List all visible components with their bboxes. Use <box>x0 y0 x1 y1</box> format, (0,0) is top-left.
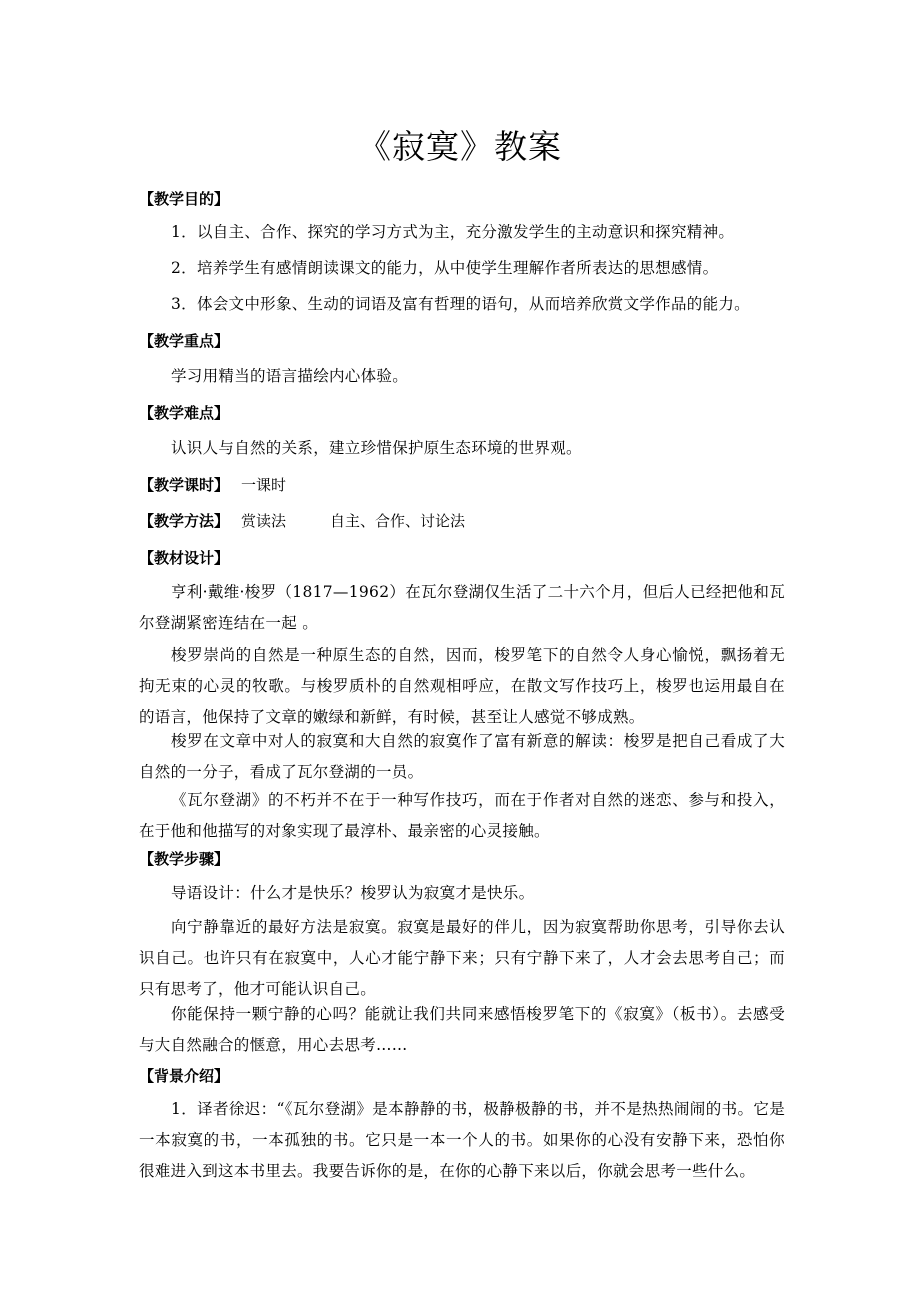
materials-paragraph-1: 亨利·戴维·梭罗（1817—1962）在瓦尔登湖仅生活了二十六个月，但后人已经把他和瓦尔登湖紧密连结在一起 。 <box>139 583 785 632</box>
steps-paragraph-2: 向宁静靠近的最好方法是寂寞。寂寞是最好的伴儿，因为寂寞帮助你思考，引导你去认识自己。也许只有在寂寞中，人心才能宁静下来；只有宁静下来了，人才会去思考自己；而只有思考了，他才可能认识自己。 <box>139 918 785 998</box>
heading-steps: 【教学步骤】 <box>139 850 230 868</box>
heading-materials: 【教材设计】 <box>139 549 230 567</box>
methods-value-2: 自主、合作、讨论法 <box>330 512 466 530</box>
methods-label: 【教学方法】 <box>139 512 230 530</box>
heading-background: 【背景介绍】 <box>139 1067 230 1085</box>
heading-key-points: 【教学重点】 <box>139 332 230 350</box>
objective-item-1: 1．以自主、合作、探究的学习方式为主，充分激发学生的主动意识和探究精神。 <box>171 223 735 241</box>
objective-item-2: 2．培养学生有感情朗读课文的能力，从中使学生理解作者所表达的思想感情。 <box>171 259 719 277</box>
materials-paragraph-2: 梭罗崇尚的自然是一种原生态的自然，因而，梭罗笔下的自然令人身心愉悦，飘扬着无拘无束的心灵的牧歌。与梭罗质朴的自然观相呼应，在散文写作技巧上，梭罗也运用最自在的语言，他保持了文章的嫩绿和新鲜，有时候，甚至让人感觉不够成熟。 <box>139 646 785 726</box>
materials-paragraph-4: 《瓦尔登湖》的不朽并不在于一种写作技巧，而在于作者对自然的迷恋、参与和投入，在于他和他描写的对象实现了最淳朴、最亲密的心灵接触。 <box>139 791 785 840</box>
steps-paragraph-1: 导语设计：什么才是快乐？梭罗认为寂寞才是快乐。 <box>171 884 535 902</box>
steps-paragraph-3: 你能保持一颗宁静的心吗？能就让我们共同来感悟梭罗笔下的《寂寞》（板书）。去感受与大自然融合的惬意，用心去思考…… <box>139 1005 785 1054</box>
heading-methods <box>139 509 465 533</box>
difficulties-text: 认识人与自然的关系，建立珍惜保护原生态环境的世界观。 <box>171 439 582 457</box>
heading-hours <box>139 473 286 497</box>
objective-item-3: 3．体会文中形象、生动的词语及富有哲理的语句，从而培养欣赏文学作品的能力。 <box>171 295 750 313</box>
background-paragraph-1: 1．译者徐迟：“《瓦尔登湖》是本静静的书，极静极静的书，并不是热热闹闹的书。它是一本寂寞的书，一本孤独的书。它只是一本一个人的书。如果你的心没有安静下来，恐怕你很难进入到这本书里去。我要告诉你的是，在你的心静下来以后，你就会思考一些什么。 <box>139 1100 785 1180</box>
heading-objectives: 【教学目的】 <box>139 190 230 208</box>
methods-value-1: 赏读法 <box>241 512 287 530</box>
document-title: 《寂寞》教案 <box>358 127 562 166</box>
materials-paragraph-3: 梭罗在文章中对人的寂寞和大自然的寂寞作了富有新意的解读：梭罗是把自己看成了大自然的一分子，看成了瓦尔登湖的一员。 <box>139 732 785 781</box>
hours-value: 一课时 <box>241 476 287 494</box>
heading-difficulties: 【教学难点】 <box>139 404 230 422</box>
key-points-text: 学习用精当的语言描绘内心体验。 <box>171 367 409 385</box>
hours-label: 【教学课时】 <box>139 476 230 494</box>
